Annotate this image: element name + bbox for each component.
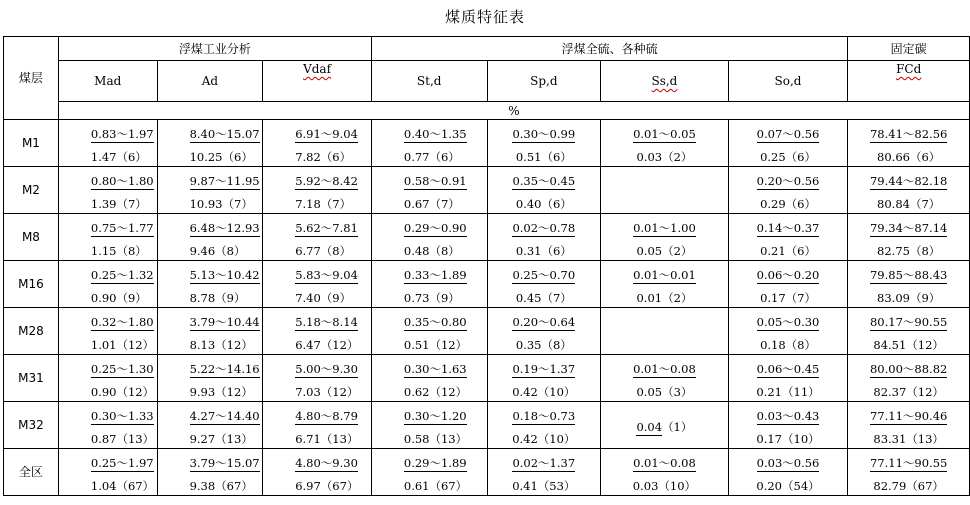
table-row <box>4 308 970 355</box>
data-cell <box>263 355 372 402</box>
cell-range: 5.22～14.16 <box>189 362 260 376</box>
cell-average: 0.51（12） <box>403 338 468 352</box>
cell-range: 5.83～9.04 <box>295 268 358 282</box>
data-cell <box>601 261 729 308</box>
cell-range: 6.48～12.93 <box>189 221 260 235</box>
data-cell <box>601 214 729 261</box>
cell-average: 0.03（10） <box>632 479 697 493</box>
data-cell <box>263 308 372 355</box>
cell-average: 1.47（6） <box>90 150 147 164</box>
cell-range: 0.25～1.32 <box>90 268 154 282</box>
cell-range: 0.18～0.73 <box>512 409 576 423</box>
cell-average: 80.84（7） <box>877 197 941 211</box>
cell-range: 0.07～0.56 <box>756 127 820 141</box>
cell-range: 5.62～7.81 <box>295 221 358 235</box>
data-cell <box>58 449 157 496</box>
table-row <box>4 449 970 496</box>
cell-range: 0.80～1.80 <box>90 174 154 188</box>
cell-average: 0.61（67） <box>403 479 468 493</box>
cell-range: 0.35～0.45 <box>512 174 576 188</box>
cell-average: 7.40（9） <box>295 291 352 305</box>
data-cell <box>263 449 372 496</box>
seam-label: 全区 <box>4 449 59 496</box>
data-cell <box>371 167 487 214</box>
data-cell <box>157 167 263 214</box>
table-row <box>4 120 970 167</box>
header-row-groups <box>4 37 970 61</box>
cell-average: 0.40（6） <box>515 197 572 211</box>
cell-range: 0.30～1.20 <box>403 409 467 423</box>
cell-range: 0.01～0.05 <box>633 127 696 141</box>
cell-range: 0.06～0.20 <box>756 268 820 282</box>
data-cell <box>371 308 487 355</box>
cell-average: 6.71（13） <box>295 432 359 446</box>
cell-range: 0.25～1.30 <box>90 362 154 376</box>
data-cell <box>487 167 601 214</box>
cell-average: 9.93（12） <box>189 385 253 399</box>
cell-average: 0.20（54） <box>756 479 820 493</box>
cell-average: 9.46（8） <box>189 244 246 258</box>
cell-range: 0.30～1.63 <box>403 362 467 376</box>
data-cell <box>848 261 970 308</box>
cell-average: 0.73（9） <box>403 291 460 305</box>
seam-label: M31 <box>4 355 59 402</box>
cell-range: 3.79～10.44 <box>189 315 260 329</box>
cell-average: 0.18（8） <box>760 338 816 352</box>
header-col-ss: Ss,d <box>601 61 729 102</box>
data-cell <box>58 261 157 308</box>
cell-average: 0.67（7） <box>403 197 460 211</box>
cell-range: 79.85～88.43 <box>869 268 948 282</box>
data-cell <box>58 167 157 214</box>
cell-range: 0.83～1.97 <box>90 127 154 141</box>
data-cell <box>58 214 157 261</box>
cell-average: 9.38（67） <box>189 479 253 493</box>
data-cell <box>371 214 487 261</box>
data-cell <box>371 120 487 167</box>
data-cell <box>263 214 372 261</box>
cell-range: 0.14～0.37 <box>756 221 820 235</box>
cell-range: 78.41～82.56 <box>869 127 948 141</box>
cell-average: 6.47（12） <box>295 338 359 352</box>
data-cell <box>487 449 601 496</box>
header-group-industrial: 浮煤工业分析 <box>58 37 371 61</box>
cell-range: 0.30～0.99 <box>512 127 576 141</box>
cell-average: 8.13（12） <box>189 338 253 352</box>
cell-average: 9.27（13） <box>189 432 253 446</box>
cell-average: 6.77（8） <box>295 244 352 258</box>
header-col-fcd: FCd <box>848 61 970 102</box>
cell-average: 0.17（7） <box>760 291 816 305</box>
cell-range: 0.29～0.90 <box>403 221 467 235</box>
cell-average: 84.51（12） <box>873 338 944 352</box>
header-row-columns <box>4 61 970 102</box>
data-cell <box>848 214 970 261</box>
cell-average: 10.25（6） <box>189 150 253 164</box>
cell-average: 0.77（6） <box>403 150 460 164</box>
cell-range: 0.75～1.77 <box>90 221 154 235</box>
cell-range: 0.01～0.08 <box>633 456 696 470</box>
cell-average: 1.15（8） <box>90 244 147 258</box>
seam-label: M28 <box>4 308 59 355</box>
data-cell <box>263 261 372 308</box>
cell-average: 82.37（12） <box>873 385 944 399</box>
data-cell <box>263 120 372 167</box>
cell-range: 0.58～0.91 <box>403 174 467 188</box>
cell-average: 83.09（9） <box>877 291 941 305</box>
data-cell <box>487 214 601 261</box>
cell-average: 0.48（8） <box>403 244 460 258</box>
data-cell <box>487 120 601 167</box>
cell-average: 10.93（7） <box>189 197 253 211</box>
data-cell <box>58 402 157 449</box>
cell-range: 5.92～8.42 <box>295 174 358 188</box>
cell-range: 0.25～0.70 <box>512 268 576 282</box>
cell-average: 0.45（7） <box>515 291 572 305</box>
cell-average: 0.01（2） <box>636 291 693 305</box>
data-cell <box>848 120 970 167</box>
data-cell <box>157 214 263 261</box>
cell-range: 8.40～15.07 <box>189 127 260 141</box>
cell-range: 80.00～88.82 <box>869 362 948 376</box>
cell-average: 0.87（13） <box>90 432 155 446</box>
cell-average: 1.04（67） <box>90 479 155 493</box>
cell-average: 0.90（12） <box>90 385 155 399</box>
table-row <box>4 355 970 402</box>
data-cell <box>371 261 487 308</box>
data-cell <box>601 167 729 214</box>
cell-range: 0.25～1.97 <box>90 456 154 470</box>
data-cell <box>487 402 601 449</box>
data-cell <box>848 167 970 214</box>
data-cell <box>728 120 848 167</box>
cell-average: 0.58（13） <box>403 432 468 446</box>
cell-average: 0.21（6） <box>760 244 816 258</box>
cell-range: 77.11～90.55 <box>869 456 948 470</box>
cell-average: 82.79（67） <box>873 479 944 493</box>
cell-average: 0.90（9） <box>90 291 147 305</box>
cell-range: 0.20～0.56 <box>756 174 820 188</box>
data-cell <box>58 308 157 355</box>
cell-range: 6.91～9.04 <box>295 127 358 141</box>
data-cell <box>157 308 263 355</box>
cell-average: 0.29（6） <box>760 197 816 211</box>
data-cell <box>58 120 157 167</box>
cell-range: 9.87～11.95 <box>189 174 260 188</box>
seam-label: M2 <box>4 167 59 214</box>
cell-average: 0.03（2） <box>636 150 693 164</box>
data-cell <box>601 355 729 402</box>
cell-count: （1） <box>662 420 693 434</box>
cell-range: 0.33～1.89 <box>403 268 467 282</box>
data-cell <box>487 308 601 355</box>
table-row <box>4 402 970 449</box>
cell-average: 0.51（6） <box>515 150 572 164</box>
cell-average: 83.31（13） <box>873 432 944 446</box>
data-cell <box>848 402 970 449</box>
data-cell <box>263 402 372 449</box>
data-cell <box>728 214 848 261</box>
seam-label: M1 <box>4 120 59 167</box>
data-cell <box>487 261 601 308</box>
seam-label: M16 <box>4 261 59 308</box>
cell-range: 0.32～1.80 <box>90 315 154 329</box>
cell-range: 0.19～1.37 <box>512 362 576 376</box>
data-cell <box>157 355 263 402</box>
cell-range: 3.79～15.07 <box>189 456 260 470</box>
cell-average: 8.78（9） <box>189 291 246 305</box>
data-cell <box>728 449 848 496</box>
data-cell <box>728 308 848 355</box>
header-col-sp: Sp,d <box>487 61 601 102</box>
cell-range: 4.27～14.40 <box>189 409 260 423</box>
cell-range: 77.11～90.46 <box>869 409 948 423</box>
cell-range: 0.02～0.78 <box>512 221 576 235</box>
header-row-unit <box>4 102 970 120</box>
data-cell <box>371 355 487 402</box>
cell-range: 79.34～87.14 <box>869 221 948 235</box>
cell-average: 1.01（12） <box>90 338 155 352</box>
cell-range: 0.02～1.37 <box>512 456 576 470</box>
cell-average: 0.42（10） <box>512 385 576 399</box>
cell-range: 0.20～0.64 <box>512 315 576 329</box>
cell-average: 80.66（6） <box>877 150 941 164</box>
coal-quality-table <box>3 36 970 496</box>
cell-average: 0.62（12） <box>403 385 468 399</box>
cell-range: 0.40～1.35 <box>403 127 467 141</box>
cell-range: 80.17～90.55 <box>869 315 948 329</box>
cell-average: 7.82（6） <box>295 150 352 164</box>
cell-range: 0.30～1.33 <box>90 409 154 423</box>
table-row <box>4 214 970 261</box>
cell-range: 0.03～0.43 <box>756 409 820 423</box>
header-unit: % <box>58 102 969 120</box>
cell-average: 0.31（6） <box>515 244 572 258</box>
cell-range: 5.18～8.14 <box>295 315 358 329</box>
cell-average: 7.18（7） <box>295 197 352 211</box>
data-cell <box>601 449 729 496</box>
data-cell <box>601 308 729 355</box>
data-cell <box>601 402 729 449</box>
data-cell <box>728 355 848 402</box>
data-cell <box>848 355 970 402</box>
data-cell <box>848 449 970 496</box>
data-cell <box>371 449 487 496</box>
data-cell <box>848 308 970 355</box>
data-cell <box>601 120 729 167</box>
cell-range: 0.01～0.08 <box>633 362 696 376</box>
data-cell <box>728 167 848 214</box>
cell-range: 4.80～8.79 <box>295 409 358 423</box>
table-title: 煤质特征表 <box>444 8 525 26</box>
cell-average: 7.03（12） <box>295 385 359 399</box>
cell-range: 0.29～1.89 <box>403 456 467 470</box>
header-col-vdaf: Vdaf <box>263 61 372 102</box>
data-cell <box>157 402 263 449</box>
table-row <box>4 261 970 308</box>
seam-label: M32 <box>4 402 59 449</box>
cell-value: 0.04 <box>636 420 663 434</box>
cell-range: 0.35～0.80 <box>403 315 467 329</box>
data-cell <box>157 449 263 496</box>
cell-range: 0.06～0.45 <box>756 362 820 376</box>
cell-average: 0.05（2） <box>636 244 693 258</box>
header-col-ad: Ad <box>157 61 263 102</box>
cell-average: 0.41（53） <box>512 479 576 493</box>
data-cell <box>157 261 263 308</box>
cell-average: 0.05（3） <box>636 385 693 399</box>
cell-range: 0.05～0.30 <box>756 315 820 329</box>
header-seam: 煤层 <box>4 37 59 120</box>
cell-average: 0.35（8） <box>515 338 572 352</box>
data-cell <box>728 402 848 449</box>
cell-range: 5.00～9.30 <box>295 362 358 376</box>
cell-range: 5.13～10.42 <box>189 268 260 282</box>
header-col-st: St,d <box>371 61 487 102</box>
data-cell <box>263 167 372 214</box>
header-col-so: So,d <box>728 61 848 102</box>
cell-average: 0.17（10） <box>756 432 820 446</box>
cell-range: 0.03～0.56 <box>756 456 820 470</box>
cell-average: 1.39（7） <box>90 197 147 211</box>
table-row <box>4 167 970 214</box>
header-group-sulfur: 浮煤全硫、各种硫 <box>371 37 847 61</box>
data-cell <box>58 355 157 402</box>
cell-range: 0.01～1.00 <box>633 221 696 235</box>
data-cell <box>371 402 487 449</box>
header-group-fixed-carbon: 固定碳 <box>848 37 970 61</box>
data-cell <box>728 261 848 308</box>
cell-range: 79.44～82.18 <box>869 174 948 188</box>
cell-average: 82.75（8） <box>877 244 941 258</box>
cell-average: 0.21（11） <box>756 385 820 399</box>
header-col-mad: Mad <box>58 61 157 102</box>
cell-range: 4.80～9.30 <box>295 456 358 470</box>
cell-average: 6.97（67） <box>295 479 359 493</box>
seam-label: M8 <box>4 214 59 261</box>
data-cell <box>487 355 601 402</box>
data-cell <box>157 120 263 167</box>
cell-range: 0.01～0.01 <box>633 268 696 282</box>
cell-average: 0.42（10） <box>512 432 576 446</box>
cell-average: 0.25（6） <box>760 150 816 164</box>
